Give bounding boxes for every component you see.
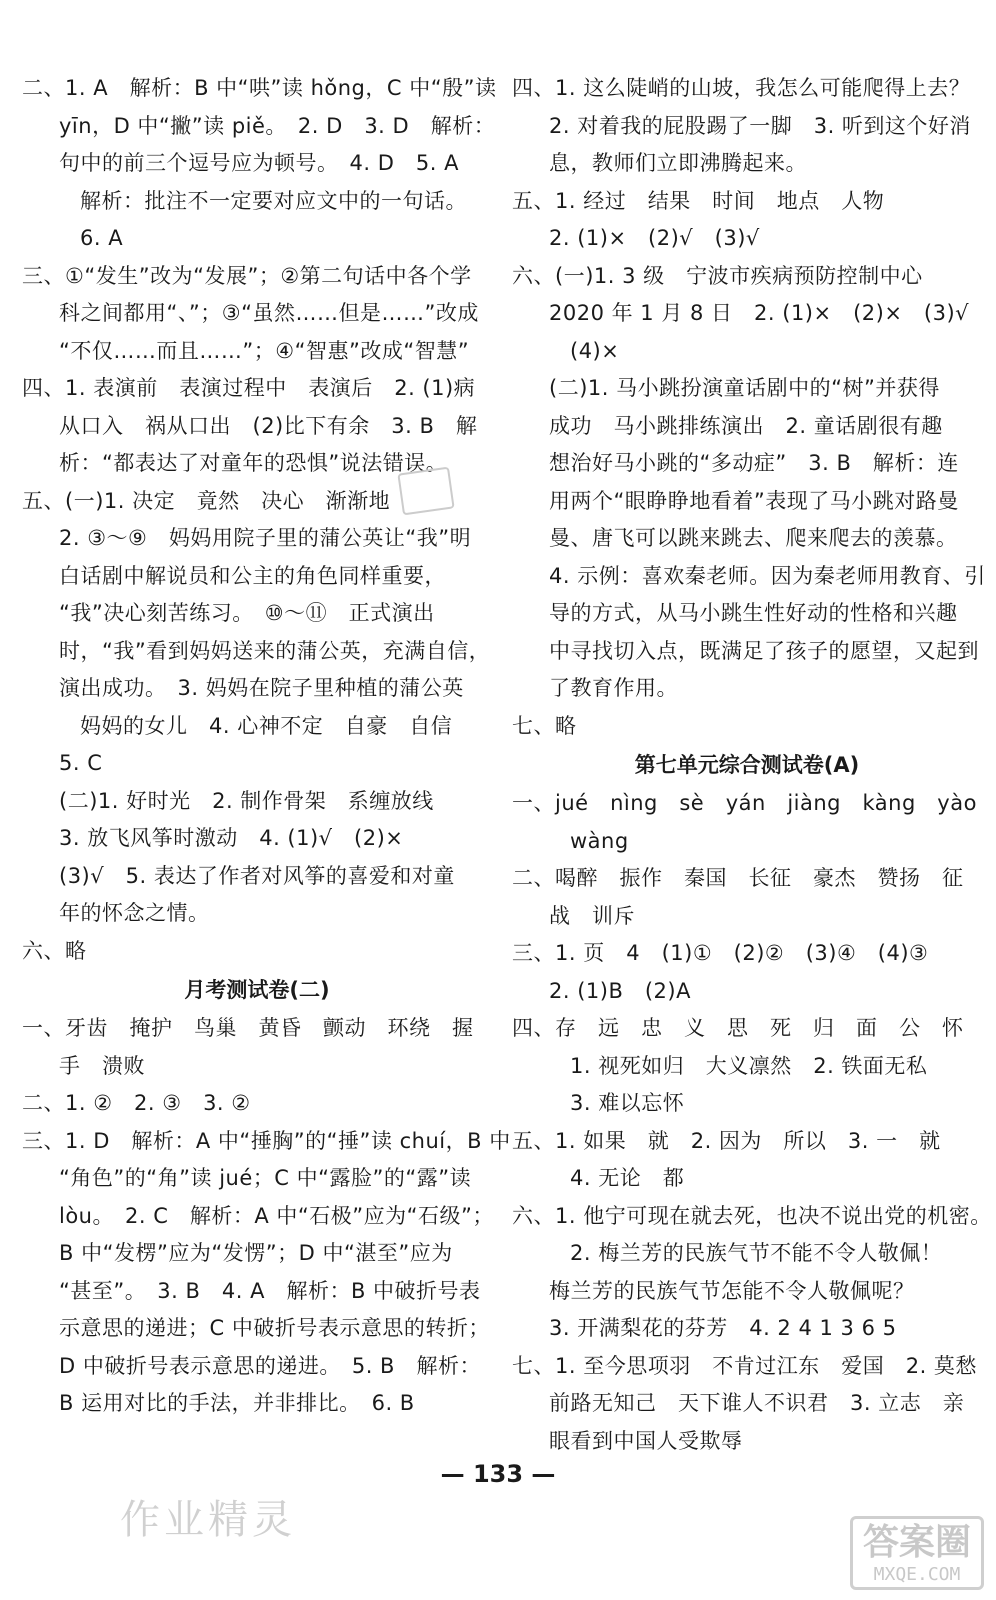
answer-line: D 中破折号表示意思的递进。 5. B 解析： <box>59 1353 481 1378</box>
answer-line: 5. C <box>59 751 103 775</box>
answer-line: 前路无知己 天下谁人不识君 3. 立志 亲 <box>549 1391 965 1415</box>
answer-line: 二、1. A 解析：B 中“哄”读 hǒng，C 中“殷”读 <box>22 76 497 100</box>
answer-line: 3. 开满梨花的芬芳 4. 2 4 1 3 6 5 <box>549 1316 897 1340</box>
answer-line: 从口入 祸从口出 (2)比下有余 3. B 解 <box>59 413 478 438</box>
answer-line: 年的怀念之情。 <box>59 901 210 925</box>
answer-line: wàng <box>570 828 629 853</box>
answer-line: 2. (1)× (2)√ (3)√ <box>549 226 760 250</box>
section-heading: 月考测试卷(二) <box>184 978 330 1002</box>
answer-line: 六、(一)1. 3 级 宁波市疾病预防控制中心 <box>512 263 923 288</box>
answer-line: “不仅……而且……”；④“智惠”改成“智慧” <box>59 338 470 363</box>
right-column <box>512 70 992 1460</box>
answer-line: 七、略 <box>512 713 577 738</box>
answer-line: 五、(一)1. 决定 竟然 决心 渐渐地 <box>22 488 391 513</box>
answer-line: 妈妈的女儿 4. 心神不定 自豪 自信 <box>80 713 453 738</box>
answer-line: “我”决心刻苦练习。 ⑩～⑪ 正式演出 <box>59 601 435 625</box>
watermark-title: 答案圈 <box>862 1522 971 1563</box>
answer-line: 解析：批注不一定要对应文中的一句话。 <box>80 188 467 213</box>
watermark-url: MXQE.COM <box>873 1564 961 1585</box>
answer-line: (二)1. 好时光 2. 制作骨架 系缠放线 <box>59 788 434 813</box>
answer-line: (3)√ 5. 表达了作者对风筝的喜爱和对童 <box>59 863 455 888</box>
answer-line: lòu。 2. C 解析：A 中“石极”应为“石级”； <box>59 1203 494 1228</box>
answer-line: 手 溃败 <box>59 1053 145 1078</box>
answer-line: 4. 示例：喜欢秦老师。因为秦老师用教育、引 <box>549 563 986 588</box>
answer-line: 四、1. 这么陡峭的山坡，我怎么可能爬得上去？ <box>512 76 971 100</box>
answer-line: “甚至”。 3. B 4. A 解析：B 中破折号表 <box>59 1278 481 1303</box>
answer-line: 6. A <box>80 226 124 250</box>
answer-line: 三、1. D 解析：A 中“捶胸”的“捶”读 chuí，B 中 <box>22 1128 511 1153</box>
answer-line: 白话剧中解说员和公主的角色同样重要， <box>59 563 446 588</box>
faint-stamp-mark <box>397 467 454 516</box>
answer-line: 2. 对着我的屁股踢了一脚 3. 听到这个好消 <box>549 113 971 138</box>
answer-line: 2. 梅兰芳的民族气节不能不令人敬佩！ <box>570 1241 943 1265</box>
answer-line: 曼、唐飞可以跳来跳去、爬来爬去的羡慕。 <box>549 526 958 550</box>
answer-line: 2. (1)B (2)A <box>549 978 691 1003</box>
answer-line: 战 训斥 <box>549 903 635 928</box>
answer-line: 2. ③～⑨ 妈妈用院子里的蒲公英让“我”明 <box>59 526 472 550</box>
answer-line: 四、存 远 忠 义 思 死 归 面 公 怀 <box>512 1016 964 1040</box>
answer-line: 导的方式，从马小跳生性好动的性格和兴趣 <box>549 601 958 625</box>
watermark-logo-left: 作业精灵 <box>120 1497 296 1543</box>
answer-line: 六、1. 他宁可现在就去死，也决不说出党的机密。 <box>512 1203 992 1228</box>
answer-line: 梅兰芳的民族气节怎能不令人敬佩呢？ <box>549 1278 915 1303</box>
answer-line: 科之间都用“、”；③“虽然……但是……”改成 <box>59 301 479 325</box>
answer-line: 析：“都表达了对童年的恐惧”说法错误。 <box>59 451 448 475</box>
answer-line: 3. 难以忘怀 <box>570 1091 685 1115</box>
page-number: — 133 — <box>440 1460 556 1488</box>
answer-line: 句中的前三个逗号应为顿号。 4. D 5. A <box>59 151 459 175</box>
answer-line: 一、牙齿 掩护 鸟巢 黄昏 颤动 环绕 握 <box>22 1016 474 1040</box>
answer-line: yīn，D 中“撇”读 piě。 2. D 3. D 解析： <box>59 113 496 138</box>
answer-line: 想治好马小跳的“多动症” 3. B 解析：连 <box>549 451 959 475</box>
answer-line: 眼看到中国人受欺辱 <box>549 1428 743 1453</box>
answer-line: 用两个“眼睁睁地看着”表现了马小跳对路曼 <box>549 488 959 513</box>
watermark-logo-right <box>850 1516 984 1590</box>
answer-line: 二、喝醉 振作 秦国 长征 豪杰 赞扬 征 <box>512 866 964 890</box>
answer-line: 3. 放飞风筝时激动 4. (1)√ (2)× <box>59 826 404 850</box>
answer-line: 成功 马小跳排练演出 2. 童话剧很有趣 <box>549 413 943 438</box>
answer-line: (二)1. 马小跳扮演童话剧中的“树”并获得 <box>549 376 940 400</box>
answer-line: 三、①“发生”改为“发展”；②第二句话中各个学 <box>22 263 472 288</box>
answer-line: 息，教师们立即沸腾起来。 <box>549 151 807 175</box>
answer-line: 二、1. ② 2. ③ 3. ② <box>22 1091 251 1115</box>
answer-line: 四、1. 表演前 表演过程中 表演后 2. (1)病 <box>22 376 476 400</box>
answer-line: 时，“我”看到妈妈送来的蒲公英，充满自信， <box>59 638 491 663</box>
answer-line: 中寻找切入点，既满足了孩子的愿望，又起到 <box>549 638 979 663</box>
answer-line: 六、略 <box>22 938 87 963</box>
answer-line: (4)× <box>570 338 620 363</box>
answer-line: 七、1. 至今思项羽 不肯过江东 爱国 2. 莫愁 <box>512 1353 977 1378</box>
answer-line: 五、1. 如果 就 2. 因为 所以 3. 一 就 <box>512 1128 941 1153</box>
answer-line: B 中“发楞”应为“发愣”；D 中“湛至”应为 <box>59 1241 453 1265</box>
answer-line: B 运用对比的手法，并非排比。 6. B <box>59 1391 415 1415</box>
answer-line: 演出成功。 3. 妈妈在院子里种植的蒲公英 <box>59 676 464 700</box>
answer-line: 三、1. 页 4 (1)① (2)② (3)④ (4)③ <box>512 941 929 965</box>
answer-line: 2020 年 1 月 8 日 2. (1)× (2)× (3)√ <box>549 301 970 325</box>
answer-line: 1. 视死如归 大义凛然 2. 铁面无私 <box>570 1053 928 1078</box>
section-heading: 第七单元综合测试卷(A) <box>634 753 860 777</box>
answer-line: “角色”的“角”读 jué；C 中“露脸”的“露”读 <box>59 1166 472 1190</box>
answer-line: 五、1. 经过 结果 时间 地点 人物 <box>512 188 885 213</box>
answer-line: 了教育作用。 <box>549 676 678 700</box>
answer-line: 4. 无论 都 <box>570 1166 685 1190</box>
answer-line: 一、jué nìng sè yán jiàng kàng yào <box>512 791 977 815</box>
answer-line: 示意思的递进；C 中破折号表示意思的转折； <box>59 1316 490 1340</box>
left-column <box>22 70 511 1423</box>
